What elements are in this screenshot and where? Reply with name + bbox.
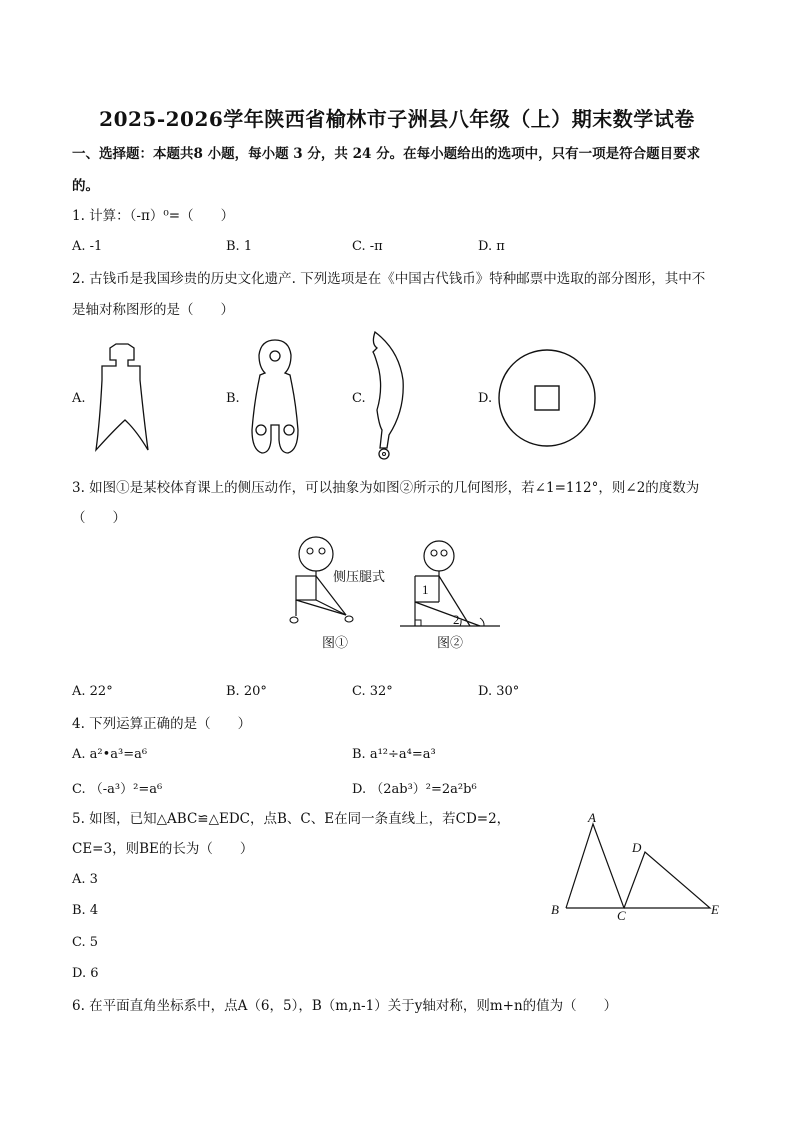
q5-triangle-figure [550, 812, 730, 922]
question-6-stem: 6. 在平面直角坐标系中，点A（6，5），B（m,n-1）关于y轴对称，则m+n的值为（ ） [72, 998, 618, 1014]
question-5-stem-line1: 5. 如图，已知△ABC≌△EDC，点B、C、E在同一条直线上，若CD=2， [72, 811, 511, 827]
q2-option-d[interactable]: D. [478, 391, 493, 406]
question-2-stem-line1: 2. 古钱币是我国珍贵的历史文化遗产. 下列选项是在《中国古代钱币》特种邮票中选取的部分图形，其中不 [72, 271, 706, 287]
knife-coin-icon [365, 330, 415, 465]
q3-figure-1-caption: 图① [322, 636, 349, 651]
q4-option-b[interactable]: B. a¹²÷a⁴=a³ [352, 747, 436, 762]
question-3-stem-line1: 3. 如图①是某校体育课上的侧压动作，可以抽象为如图②所示的几何图形，若∠1=112°，则∠2的度数为 [72, 480, 700, 496]
section-heading-rest: 8 小题，每小题 3 分，共 24 分。在每小题给出的选项中，只有一项是符合题目要求 [193, 146, 701, 162]
q3-angle-1-label: 1 [422, 582, 429, 597]
q3-option-b[interactable]: B. 20° [226, 684, 267, 699]
q2-option-a[interactable]: A. [72, 391, 86, 406]
q5-point-d: D [632, 840, 642, 855]
section-heading-line2: 的。 [72, 178, 99, 194]
q3-option-c[interactable]: C. 32° [352, 684, 393, 699]
q3-angle-2-label: 2 [453, 612, 460, 627]
q4-option-a[interactable]: A. a²•a³=a⁶ [72, 747, 148, 762]
question-3-stem-line2: （ ） [72, 510, 126, 526]
q2-option-b[interactable]: B. [226, 391, 240, 406]
q1-option-b[interactable]: B. 1 [226, 239, 253, 254]
q5-option-b[interactable]: B. 4 [72, 903, 99, 918]
q5-option-a[interactable]: A. 3 [72, 872, 98, 887]
q1-option-c[interactable]: C. -π [352, 239, 383, 254]
q1-option-a[interactable]: A. -1 [72, 239, 103, 254]
q2-option-c[interactable]: C. [352, 391, 366, 406]
question-5-stem-line2: CE=3，则BE的长为（ ） [72, 841, 254, 857]
question-2-stem-line2: 是轴对称图形的是（ ） [72, 302, 234, 318]
q3-option-d[interactable]: D. 30° [478, 684, 520, 699]
q3-figure-2-caption: 图② [437, 636, 464, 651]
section-heading-prefix: 一、选择题：本题共 [72, 146, 194, 162]
q5-point-b: B [551, 902, 559, 917]
question-1-stem: 1. 计算：（-π）⁰=（ ） [72, 208, 235, 224]
q3-option-a[interactable]: A. 22° [72, 684, 113, 699]
q5-point-c: C [617, 908, 626, 923]
q1-option-d[interactable]: D. π [478, 239, 505, 254]
q5-option-c[interactable]: C. 5 [72, 935, 99, 950]
round-coin-icon [497, 348, 597, 448]
q4-option-d[interactable]: D. （2ab³）²=2a²b⁶ [352, 782, 477, 797]
spade-coin-icon [88, 340, 158, 455]
round-head-coin-icon [240, 335, 310, 460]
q5-point-a: A [588, 810, 596, 825]
page-title: 2025-2026学年陕西省榆林市子洲县八年级（上）期末数学试卷 [99, 107, 695, 131]
q5-option-d[interactable]: D. 6 [72, 966, 99, 981]
q4-option-c[interactable]: C. （-a³）²=a⁶ [72, 782, 163, 797]
question-4-stem: 4. 下列运算正确的是（ ） [72, 716, 252, 732]
q3-figure-label: 侧压腿式 [333, 570, 386, 585]
section-heading [72, 145, 700, 163]
q5-point-e: E [711, 902, 719, 917]
